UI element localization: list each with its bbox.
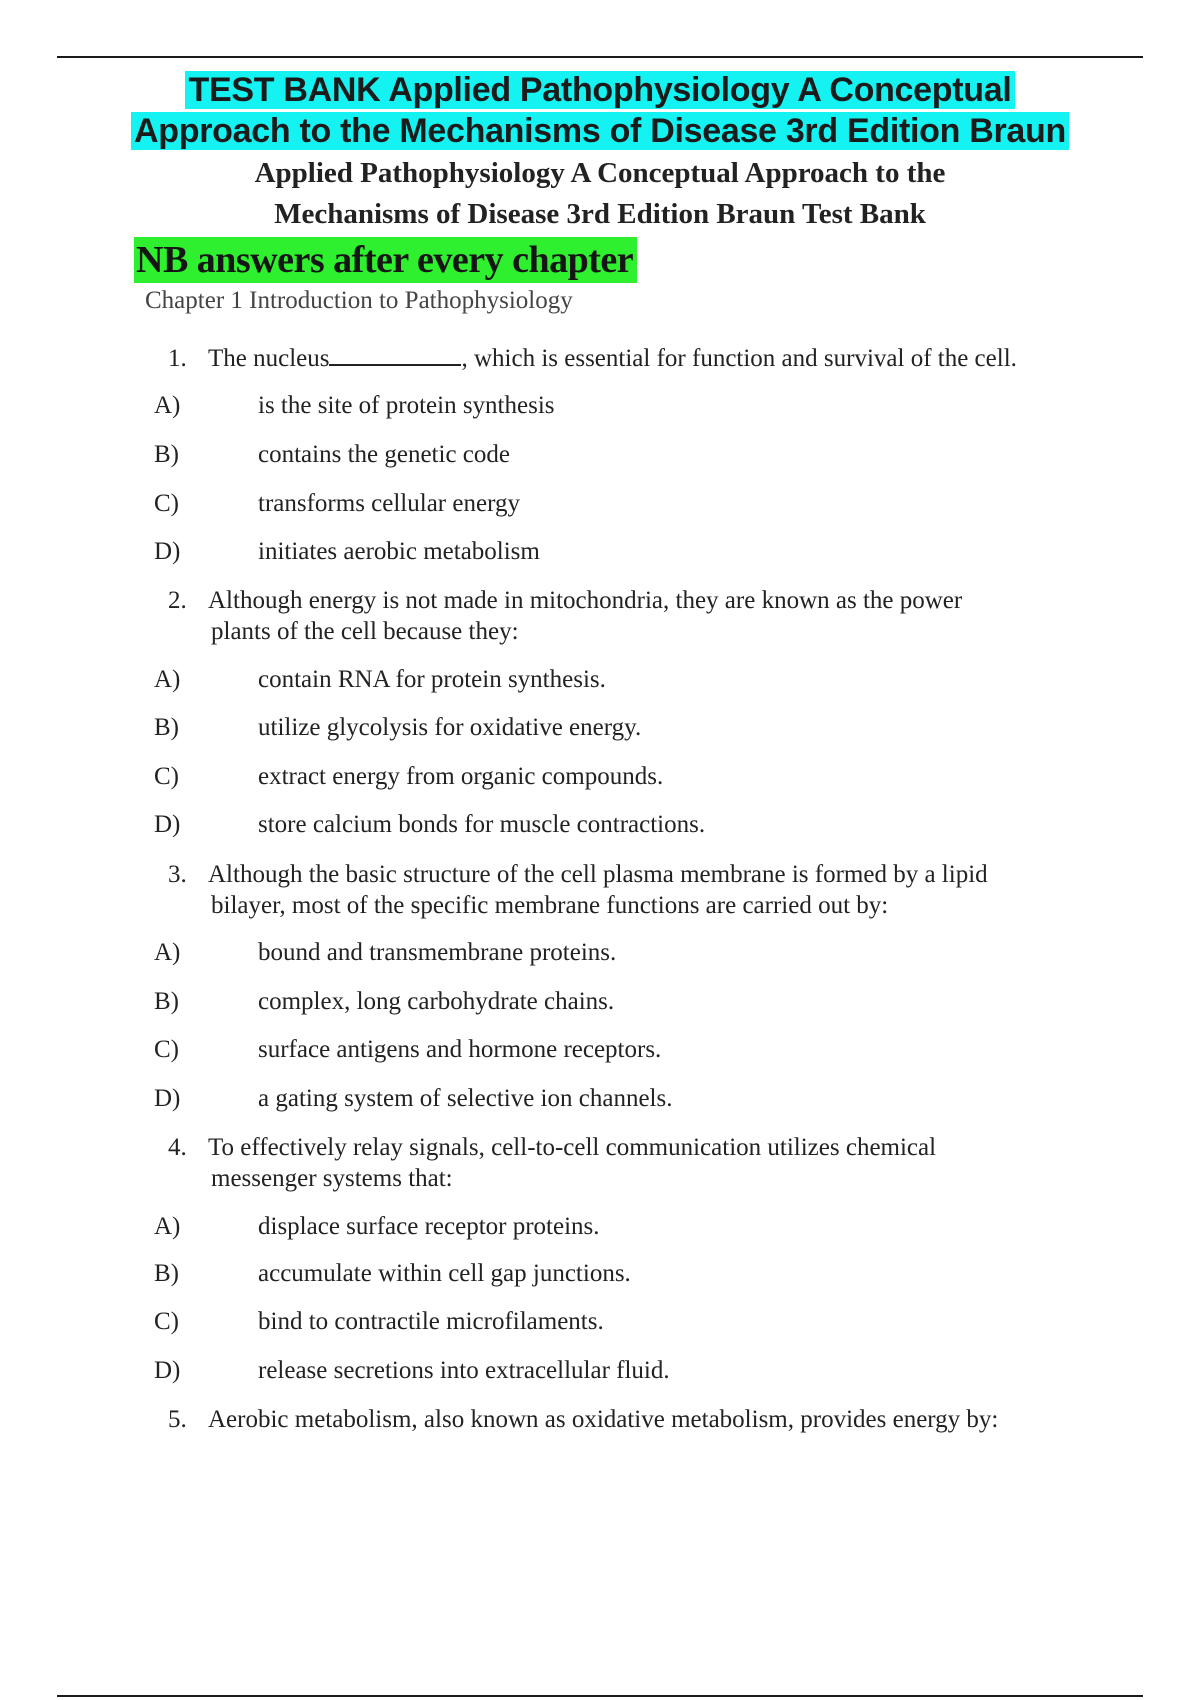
question-3-option-b: B) complex, long carbohydrate chains. <box>154 988 615 1015</box>
document-header <box>0 70 1200 234</box>
question-3-option-d: D) a gating system of selective ion channels. <box>154 1085 673 1112</box>
question-1-option-b: B) contains the genetic code <box>154 441 510 468</box>
question-3 <box>168 859 1068 921</box>
title-line-1: TEST BANK Applied Pathophysiology A Conceptual <box>0 70 1200 111</box>
question-4-option-a: A) displace surface receptor proteins. <box>154 1213 600 1240</box>
question-2-option-d: D) store calcium bonds for muscle contractions. <box>154 811 706 838</box>
question-2-option-b: B) utilize glycolysis for oxidative energy. <box>154 714 642 741</box>
question-1-option-d: D) initiates aerobic metabolism <box>154 538 540 565</box>
question-3-option-c: C) surface antigens and hormone receptors. <box>154 1036 662 1063</box>
question-1-option-a: A) is the site of protein synthesis <box>154 392 555 419</box>
question-text-line-2: messenger systems that: <box>211 1165 453 1192</box>
question-text-line-1: Although energy is not made in mitochondria, they are known as the power <box>208 587 963 614</box>
question-text-line-1: Although the basic structure of the cell plasma membrane is formed by a lipid <box>208 861 988 888</box>
question-4-option-b: B) accumulate within cell gap junctions. <box>154 1260 631 1287</box>
question-text-after: , which is essential for function and survival of the cell. <box>461 345 1017 372</box>
question-1 <box>168 342 1068 374</box>
subtitle-line-2: Mechanisms of Disease 3rd Edition Braun Test Bank <box>274 198 926 230</box>
question-text-line-1: Aerobic metabolism, also known as oxidative metabolism, provides energy by: <box>208 1406 999 1433</box>
question-2 <box>168 585 1068 647</box>
question-text-line-2: plants of the cell because they: <box>211 618 519 645</box>
question-2-option-c: C) extract energy from organic compounds. <box>154 763 664 790</box>
chapter-heading: Chapter 1 Introduction to Pathophysiology <box>145 287 573 314</box>
question-number: 1. <box>168 345 187 372</box>
question-text-line-1: To effectively relay signals, cell-to-cell communication utilizes chemical <box>208 1134 937 1161</box>
title-line-2: Approach to the Mechanisms of Disease 3rd Edition Braun <box>0 111 1200 152</box>
bottom-rule <box>57 1695 1143 1697</box>
question-4-option-c: C) bind to contractile microfilaments. <box>154 1308 604 1335</box>
question-3-option-a: A) bound and transmembrane proteins. <box>154 939 617 966</box>
question-text-before: The nucleus <box>208 345 330 372</box>
question-number: 2. <box>168 587 187 614</box>
question-number: 4. <box>168 1134 187 1161</box>
question-4 <box>168 1132 1068 1194</box>
question-1-option-c: C) transforms cellular energy <box>154 490 520 517</box>
subtitle-line-1: Applied Pathophysiology A Conceptual Approach to the <box>254 157 946 189</box>
question-2-option-a: A) contain RNA for protein synthesis. <box>154 666 606 693</box>
top-rule <box>57 56 1143 58</box>
question-number: 3. <box>168 861 187 888</box>
question-number: 5. <box>168 1406 187 1433</box>
answer-blank <box>329 342 461 366</box>
nb-banner: NB answers after every chapter <box>134 237 637 283</box>
question-4-option-d: D) release secretions into extracellular fluid. <box>154 1357 670 1384</box>
question-5 <box>168 1404 1108 1435</box>
question-text-line-2: bilayer, most of the specific membrane functions are carried out by: <box>211 892 889 919</box>
